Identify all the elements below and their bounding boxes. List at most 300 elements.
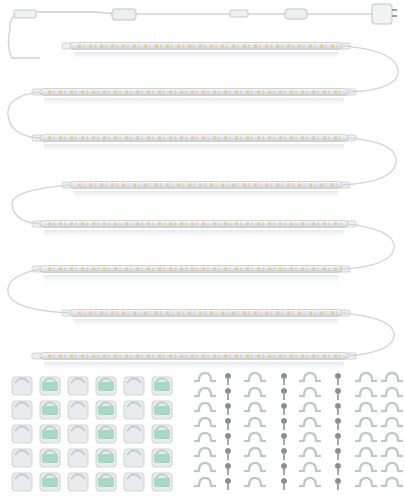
led-chip	[136, 267, 139, 270]
led-chip	[243, 183, 246, 186]
mounting-clip	[355, 433, 377, 441]
splitter-connector	[14, 10, 36, 18]
led-chip	[89, 44, 92, 47]
led-chip	[202, 90, 205, 93]
mounting-bracket	[124, 425, 144, 443]
mounting-clip	[299, 403, 321, 411]
led-chip	[180, 90, 183, 93]
led-chip	[257, 222, 260, 225]
screw	[335, 478, 341, 490]
led-chip	[48, 136, 51, 139]
led-chip	[70, 136, 73, 139]
mounting-bracket	[152, 401, 172, 419]
led-chip	[224, 354, 227, 357]
led-chip	[158, 136, 161, 139]
led-chip	[276, 183, 279, 186]
led-chip	[59, 354, 62, 357]
link-cable	[342, 138, 396, 185]
led-chip	[158, 222, 161, 225]
inline-junction	[112, 9, 136, 20]
mounting-bracket	[96, 425, 116, 443]
led-chip	[334, 267, 337, 270]
led-chip	[257, 267, 260, 270]
screw	[335, 448, 341, 460]
light-bar	[32, 89, 356, 109]
screw	[225, 388, 231, 400]
led-chip	[202, 267, 205, 270]
led-chip	[202, 222, 205, 225]
led-chip	[334, 354, 337, 357]
led-chip	[312, 222, 315, 225]
led-chip	[320, 183, 323, 186]
mounting-clip	[299, 463, 321, 471]
led-chip	[125, 90, 128, 93]
led-chip	[92, 267, 95, 270]
screw	[335, 418, 341, 430]
led-chip	[166, 44, 169, 47]
led-chip	[202, 354, 205, 357]
led-chip	[276, 311, 279, 314]
mounting-clip	[381, 448, 403, 456]
led-chip	[243, 44, 246, 47]
led-chip	[213, 90, 216, 93]
led-chip	[180, 222, 183, 225]
mounting-clip	[299, 388, 321, 396]
mounting-clip	[381, 478, 403, 486]
led-chip	[268, 90, 271, 93]
led-chip	[257, 136, 260, 139]
screw	[225, 418, 231, 430]
mounting-bracket	[68, 401, 88, 419]
led-chip	[191, 136, 194, 139]
led-chip	[169, 267, 172, 270]
led-chip	[114, 267, 117, 270]
mounting-bracket	[152, 377, 172, 395]
led-chip	[59, 222, 62, 225]
led-chip	[235, 267, 238, 270]
adhesive-pad	[42, 454, 58, 463]
led-chip	[191, 267, 194, 270]
mounting-bracket	[124, 377, 144, 395]
led-chip	[114, 90, 117, 93]
led-chip	[78, 183, 81, 186]
led-chip	[191, 222, 194, 225]
mounting-clip	[244, 433, 266, 441]
led-chip	[81, 222, 84, 225]
mounting-clip	[299, 418, 321, 426]
link-cable	[342, 313, 394, 356]
led-chip	[136, 222, 139, 225]
led-chip	[221, 183, 224, 186]
mounting-bracket	[68, 473, 88, 491]
led-chip	[188, 44, 191, 47]
mounting-clip	[299, 433, 321, 441]
led-chip	[290, 354, 293, 357]
screw	[225, 373, 231, 385]
led-chip	[210, 44, 213, 47]
link-cable	[8, 92, 40, 138]
mounting-clip	[355, 463, 377, 471]
led-chip	[92, 354, 95, 357]
led-chip	[103, 90, 106, 93]
mounting-bracket	[68, 449, 88, 467]
led-chip	[158, 354, 161, 357]
led-chip	[276, 44, 279, 47]
mounting-bracket	[152, 473, 172, 491]
mounting-bracket	[40, 449, 60, 467]
led-chip	[290, 267, 293, 270]
mounting-clip	[381, 403, 403, 411]
led-chip	[100, 44, 103, 47]
mounting-clip	[355, 388, 377, 396]
led-chip	[323, 354, 326, 357]
led-chip	[70, 354, 73, 357]
screw	[281, 388, 287, 400]
power-adapter	[372, 4, 397, 24]
adhesive-pad	[98, 406, 114, 415]
adhesive-pad	[154, 382, 170, 391]
led-chip	[70, 267, 73, 270]
link-cable	[342, 224, 394, 269]
led-chip	[265, 44, 268, 47]
led-chip	[59, 90, 62, 93]
led-chip	[298, 311, 301, 314]
led-chip	[169, 222, 172, 225]
led-chip	[298, 44, 301, 47]
led-chip	[136, 354, 139, 357]
screw	[335, 373, 341, 385]
led-chip	[224, 136, 227, 139]
led-chip	[188, 311, 191, 314]
led-chip	[199, 183, 202, 186]
screw	[281, 433, 287, 445]
adhesive-pad	[98, 478, 114, 487]
led-chip	[111, 311, 114, 314]
mounting-bracket	[12, 449, 32, 467]
led-chip	[155, 183, 158, 186]
mounting-clip	[299, 373, 321, 381]
led-chip	[279, 136, 282, 139]
led-chip	[158, 90, 161, 93]
led-chip	[268, 222, 271, 225]
led-chip	[125, 267, 128, 270]
cable-connector	[230, 10, 248, 17]
led-chip	[70, 90, 73, 93]
screw	[335, 388, 341, 400]
led-chip	[246, 90, 249, 93]
screw	[281, 403, 287, 415]
adhesive-pad	[42, 478, 58, 487]
led-chip	[133, 311, 136, 314]
led-chip	[221, 311, 224, 314]
led-chip	[279, 222, 282, 225]
mounting-clip	[244, 463, 266, 471]
led-chip	[320, 311, 323, 314]
mounting-clip	[194, 463, 216, 471]
light-bar	[32, 266, 350, 286]
adhesive-pad	[154, 430, 170, 439]
adhesive-pad	[154, 406, 170, 415]
mounting-bracket	[40, 473, 60, 491]
led-chip	[309, 183, 312, 186]
led-chip	[268, 267, 271, 270]
led-chip	[133, 44, 136, 47]
mounting-clip	[194, 478, 216, 486]
led-chip	[213, 267, 216, 270]
led-chip	[169, 90, 172, 93]
led-chip	[254, 311, 257, 314]
mounting-clip	[355, 418, 377, 426]
led-chip	[323, 90, 326, 93]
led-chip	[320, 44, 323, 47]
screw	[281, 478, 287, 490]
led-chip	[147, 267, 150, 270]
mounting-clip	[381, 373, 403, 381]
mounting-clip	[244, 403, 266, 411]
mounting-bracket	[40, 401, 60, 419]
led-chip	[89, 183, 92, 186]
led-chip	[334, 222, 337, 225]
adhesive-pad	[98, 382, 114, 391]
led-chip	[279, 267, 282, 270]
mounting-bracket	[40, 377, 60, 395]
mounting-bracket	[96, 473, 116, 491]
screw	[335, 463, 341, 475]
led-chip	[125, 136, 128, 139]
mounting-clip	[244, 373, 266, 381]
mounting-clip	[244, 418, 266, 426]
mounting-bracket	[68, 425, 88, 443]
inline-switch	[285, 9, 307, 19]
mounting-bracket	[12, 473, 32, 491]
led-chip	[235, 90, 238, 93]
led-chip	[312, 267, 315, 270]
led-chip	[265, 183, 268, 186]
led-chip	[48, 222, 51, 225]
mounting-clip	[299, 478, 321, 486]
led-chip	[122, 311, 125, 314]
led-chip	[246, 136, 249, 139]
adhesive-pad	[42, 430, 58, 439]
led-chip	[257, 354, 260, 357]
led-chip	[169, 354, 172, 357]
led-chip	[309, 44, 312, 47]
led-chip	[243, 311, 246, 314]
mounting-clip	[194, 448, 216, 456]
mounting-clip	[194, 403, 216, 411]
mounting-bracket	[96, 401, 116, 419]
screw	[281, 448, 287, 460]
led-chip	[155, 44, 158, 47]
led-chip	[81, 267, 84, 270]
mounting-bracket	[124, 401, 144, 419]
led-chip	[279, 354, 282, 357]
led-chip	[191, 90, 194, 93]
light-bar	[62, 43, 350, 63]
mounting-bracket	[152, 425, 172, 443]
mounting-clip	[355, 478, 377, 486]
led-chip	[287, 311, 290, 314]
adhesive-pad	[98, 454, 114, 463]
mounting-bracket	[152, 449, 172, 467]
adhesive-pad	[98, 430, 114, 439]
led-chip	[232, 311, 235, 314]
led-chip	[144, 44, 147, 47]
led-chip	[59, 136, 62, 139]
mounting-clip	[194, 388, 216, 396]
screw	[225, 433, 231, 445]
led-chip	[265, 311, 268, 314]
led-chip	[103, 354, 106, 357]
led-chip	[199, 44, 202, 47]
led-chip	[92, 222, 95, 225]
led-chip	[111, 44, 114, 47]
adhesive-pad	[42, 406, 58, 415]
led-chip	[78, 44, 81, 47]
led-chip	[301, 136, 304, 139]
adhesive-pad	[154, 478, 170, 487]
led-chip	[81, 90, 84, 93]
led-chip	[301, 354, 304, 357]
led-chip	[144, 311, 147, 314]
mounting-clip	[381, 388, 403, 396]
led-chip	[70, 222, 73, 225]
screw	[225, 403, 231, 415]
led-chip	[147, 90, 150, 93]
led-chip	[125, 354, 128, 357]
led-chip	[235, 354, 238, 357]
led-chip	[166, 311, 169, 314]
led-chip	[213, 136, 216, 139]
screw	[281, 418, 287, 430]
screw	[281, 463, 287, 475]
led-chip	[147, 222, 150, 225]
led-chip	[180, 354, 183, 357]
led-chip	[147, 354, 150, 357]
led-chip	[279, 90, 282, 93]
screw	[225, 463, 231, 475]
led-chip	[133, 183, 136, 186]
led-chip	[323, 136, 326, 139]
led-chip	[114, 354, 117, 357]
led-chip	[92, 136, 95, 139]
led-chip	[100, 183, 103, 186]
led-chip	[232, 183, 235, 186]
light-bar	[32, 135, 356, 155]
led-chip	[103, 222, 106, 225]
led-chip	[298, 183, 301, 186]
led-chip	[180, 267, 183, 270]
led-chip	[246, 267, 249, 270]
led-chip	[334, 90, 337, 93]
led-chip	[81, 354, 84, 357]
led-chip	[111, 183, 114, 186]
led-chip	[48, 267, 51, 270]
led-chip	[210, 183, 213, 186]
led-chip	[177, 311, 180, 314]
link-cable	[12, 185, 70, 224]
power-cable	[8, 12, 372, 58]
mounting-bracket	[124, 473, 144, 491]
led-chip	[136, 136, 139, 139]
mounting-clip	[244, 388, 266, 396]
mounting-clip	[194, 418, 216, 426]
screw	[335, 433, 341, 445]
led-chip	[254, 44, 257, 47]
led-chip	[213, 354, 216, 357]
led-chip	[224, 90, 227, 93]
adhesive-pad	[42, 382, 58, 391]
led-chip	[122, 183, 125, 186]
mounting-bracket	[96, 377, 116, 395]
led-chip	[221, 44, 224, 47]
mounting-bracket	[124, 449, 144, 467]
led-chip	[48, 354, 51, 357]
led-chip	[48, 90, 51, 93]
led-chip	[301, 267, 304, 270]
led-chip	[301, 222, 304, 225]
led-chip	[122, 44, 125, 47]
mounting-clip	[355, 403, 377, 411]
link-cable	[342, 46, 398, 92]
mounting-bracket	[12, 401, 32, 419]
light-bar	[32, 353, 356, 373]
led-chip	[290, 90, 293, 93]
adhesive-pad	[154, 454, 170, 463]
led-chip	[287, 44, 290, 47]
mounting-clip	[355, 373, 377, 381]
light-bar	[32, 221, 356, 241]
accessory-kit	[12, 373, 403, 491]
led-chip	[199, 311, 202, 314]
mounting-clip	[381, 463, 403, 471]
led-chip	[180, 136, 183, 139]
led-chip	[89, 311, 92, 314]
mounting-bracket	[12, 425, 32, 443]
mounting-clip	[381, 433, 403, 441]
mounting-bracket	[12, 377, 32, 395]
mounting-clip	[194, 433, 216, 441]
mounting-bracket	[68, 377, 88, 395]
led-chip	[224, 222, 227, 225]
led-chip	[235, 136, 238, 139]
mounting-clip	[194, 373, 216, 381]
led-chip	[169, 136, 172, 139]
led-chip	[147, 136, 150, 139]
led-chip	[59, 267, 62, 270]
led-chip	[287, 183, 290, 186]
screw	[281, 373, 287, 385]
led-chip	[331, 44, 334, 47]
led-chip	[136, 90, 139, 93]
screw	[225, 478, 231, 490]
led-chip	[257, 90, 260, 93]
led-chip	[191, 354, 194, 357]
led-chip	[188, 183, 191, 186]
led-chip	[331, 183, 334, 186]
led-chip	[155, 311, 158, 314]
led-chip	[290, 222, 293, 225]
led-chip	[232, 44, 235, 47]
led-chip	[246, 354, 249, 357]
led-chip	[268, 354, 271, 357]
mounting-clip	[381, 418, 403, 426]
mounting-bracket	[40, 425, 60, 443]
led-chip	[103, 136, 106, 139]
led-chip	[312, 90, 315, 93]
screw	[335, 403, 341, 415]
mounting-bracket	[96, 449, 116, 467]
